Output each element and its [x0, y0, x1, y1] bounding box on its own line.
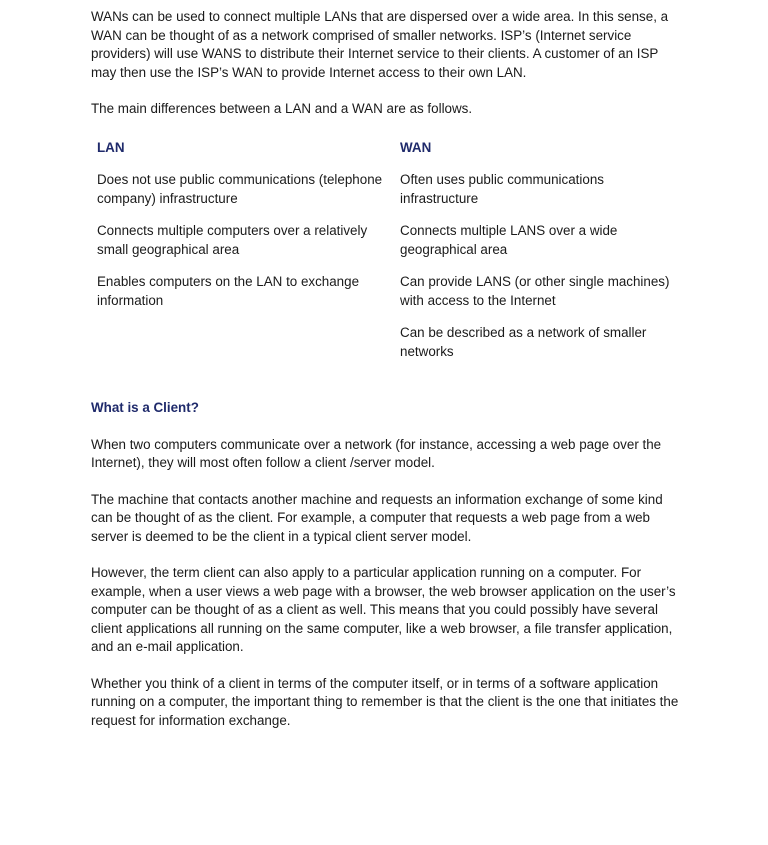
- wan-column-header: WAN: [400, 139, 432, 155]
- document-page: [91, 8, 681, 748]
- client-section-heading: What is a Client?: [91, 400, 199, 415]
- client-paragraph: Whether you think of a client in terms of the computer itself, or in terms of a software application running on a computer, the important thing to remember is that the client is the one that initiates the request for information exchange.: [91, 675, 679, 728]
- client-paragraph: The machine that contacts another machine and requests an information exchange of some kind can be thought of as the client. For example, a computer that requests a web page from a web server is deemed to be the client in a typical client server model.: [91, 491, 663, 544]
- wan-cell: Can be described as a network of smaller networks: [400, 325, 647, 359]
- lan-cell: Does not use public communications (telephone company) infrastructure: [97, 172, 383, 206]
- table-row: [97, 273, 681, 324]
- table-header-row: [97, 137, 681, 172]
- lan-cell: [97, 324, 400, 375]
- wan-cell: Can provide LANS (or other single machines) with access to the Internet: [400, 274, 670, 308]
- wan-cell: Often uses public communications infrastructure: [400, 172, 604, 206]
- lan-cell: Enables computers on the LAN to exchange information: [97, 274, 360, 308]
- intro-paragraph: WANs can be used to connect multiple LANs that are dispersed over a wide area. In this sense, a WAN can be thought of as a network comprised of smaller networks. ISP’s (Internet service providers) will use WANS to distribute their Internet service to their clients. A customer of an ISP may then use the ISP’s WAN to provide Internet access to their own LAN.: [91, 9, 669, 80]
- differences-intro-paragraph: The main differences between a LAN and a WAN are as follows.: [91, 101, 473, 116]
- lan-wan-comparison-table: [97, 137, 681, 376]
- client-paragraph: When two computers communicate over a network (for instance, accessing a web page over the Internet), they will most often follow a client /server model.: [91, 436, 662, 470]
- wan-cell: Connects multiple LANS over a wide geographical area: [400, 223, 618, 257]
- table-row: [97, 171, 681, 222]
- lan-column-header: LAN: [97, 139, 125, 155]
- table-row: [97, 324, 681, 375]
- client-paragraph: However, the term client can also apply to a particular application running on a computer. For example, when a user views a web page with a browser, the web browser application on the user’s computer can be thought of as a client as well. This means that you could possibly have several client applications all running on the same computer, like a web browser, a file transfer application, and an e-mail application.: [91, 565, 676, 654]
- lan-cell: Connects multiple computers over a relatively small geographical area: [97, 223, 368, 257]
- table-row: [97, 222, 681, 273]
